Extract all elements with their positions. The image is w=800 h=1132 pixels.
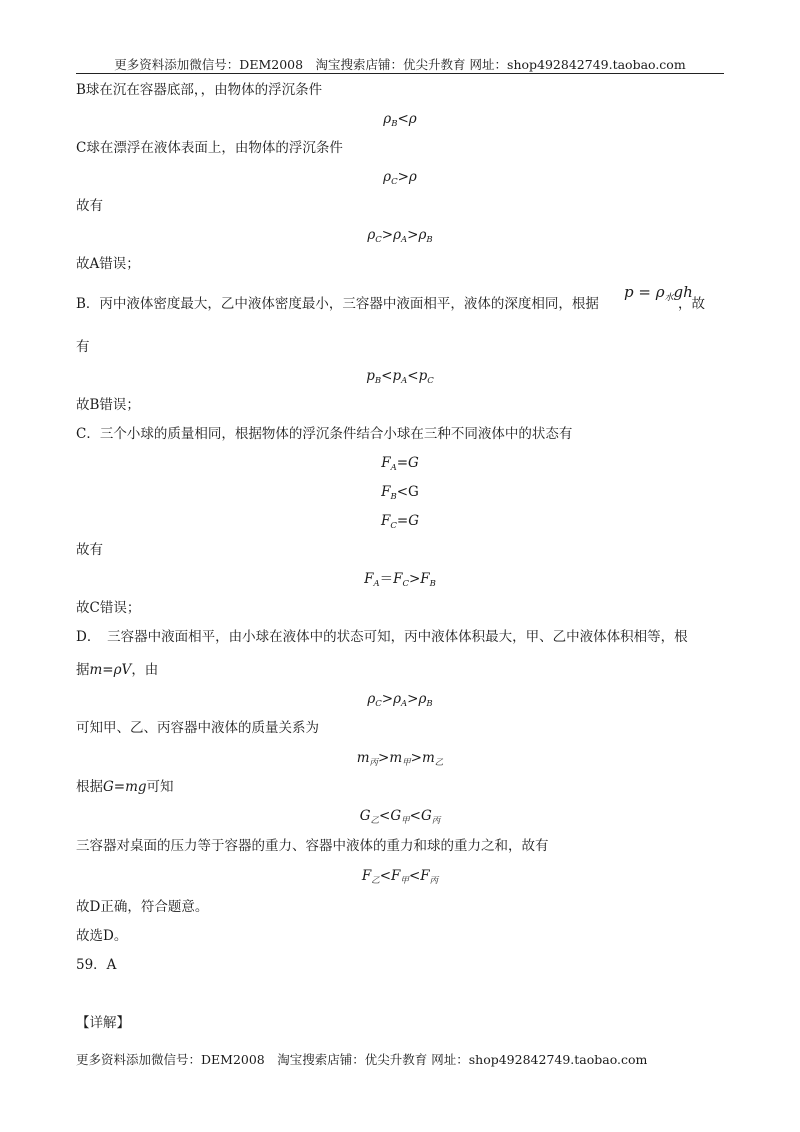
formula: $\rho_C>\rho_A>\rho_B$ [367, 227, 433, 245]
formula: $\rho_C>\rho_A>\rho_B$ [367, 691, 433, 709]
text-line: 三容器对桌面的压力等于容器的重力、容器中液体的重力和球的重力之和，故有 [76, 838, 549, 854]
text-line: ，故 [678, 296, 705, 312]
formula: $F_A=G$ [381, 455, 419, 473]
question-number: 59．A [76, 957, 117, 973]
formula: $\rho_C>\rho$ [383, 169, 417, 187]
text-line: 有 [76, 339, 90, 355]
text-line: B．丙中液体密度最大，乙中液体密度最小，三容器中液面相平，液体的深度相同，根据 [76, 296, 599, 312]
text-line: 故B错误； [76, 397, 140, 413]
page-footer: 更多资料添加微信号：DEM2008 淘宝搜索店铺：优尖升教育 网址：shop492842749.taobao.com [76, 1052, 648, 1067]
formula: $F_A=F_C>F_B$ [364, 571, 436, 589]
header-rule [76, 73, 724, 74]
text-line: 故C错误； [76, 600, 141, 616]
text-line: C球在漂浮在液体表面上，由物体的浮沉条件 [76, 140, 343, 156]
formula: $p_B<p_A<p_C$ [366, 368, 434, 386]
section-heading: 【详解】 [76, 1015, 130, 1031]
formula: $\rho_B<\rho$ [383, 111, 417, 129]
text-line: 故有 [76, 542, 103, 558]
text-line: 根据G=mg可知 [76, 779, 174, 795]
formula: $m_丙>m_甲>m_乙$ [356, 750, 444, 768]
formula: $G_乙<G_甲<G_丙$ [359, 808, 441, 826]
text-line: 据m=ρV，由 [76, 662, 159, 678]
text-line: 故D正确，符合题意。 [76, 899, 209, 915]
inline-formula: $p = \rho_水gh$ [624, 283, 693, 303]
text-line: D． 三容器中液面相平，由小球在液体中的状态可知，丙中液体体积最大，甲、乙中液体体积相等，根 [76, 629, 688, 645]
text-line: 可知甲、乙、丙容器中液体的质量关系为 [76, 720, 319, 736]
text-line: 故A错误； [76, 256, 140, 272]
text-line: 故有 [76, 198, 103, 214]
text-line: C．三个小球的质量相同，根据物体的浮沉条件结合小球在三种不同液体中的状态有 [76, 426, 573, 442]
text-line: 故选D。 [76, 928, 128, 944]
formula: $F_乙<F_甲<F_丙$ [361, 868, 439, 886]
page-header: 更多资料添加微信号：DEM2008 淘宝搜索店铺：优尖升教育 网址：shop492842749.taobao.com [114, 57, 686, 72]
formula: $F_B<G$ [381, 484, 419, 502]
formula: $F_C=G$ [381, 513, 419, 531]
text-line: B球在沉在容器底部，，由物体的浮沉条件 [76, 82, 323, 98]
